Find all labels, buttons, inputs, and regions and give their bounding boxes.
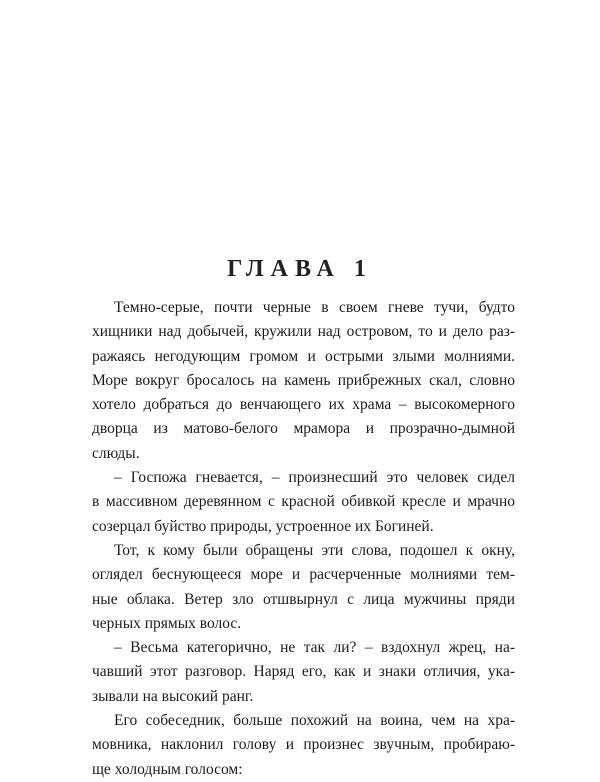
text-line: оглядел беснующееся море и расчерченные молниями тем- <box>92 566 515 584</box>
text-line: чавший этот разговор. Наряд его, как и знаки отличия, ука- <box>92 663 515 681</box>
text-line: Темно-серые, почти черные в своем гневе тучи, будто <box>114 299 515 316</box>
text-line: ные облака. Ветер зло отшвырнул с лица мужчины пряди <box>92 590 515 608</box>
text-line: слюды. <box>92 444 140 462</box>
text-line: мовника, наклонил голову и произнес звучным, пробираю- <box>92 736 515 754</box>
text-line: Его собеседник, больше похожий на воина, чем на хра- <box>114 712 515 730</box>
text-line: хищники над добычей, кружили над островом, то и дело раз- <box>92 323 515 341</box>
paragraph <box>92 709 515 782</box>
text-line: хотело добраться до венчающего их храма – высокомерного <box>92 396 515 414</box>
paragraph <box>92 296 515 466</box>
chapter-title: ГЛАВА 1 <box>227 256 373 282</box>
text-line: черных прямых волос. <box>92 614 242 632</box>
text-line: – Весьма категорично, не так ли? – вздохнул жрец, на- <box>114 639 515 657</box>
text-line: ражаясь негодующим громом и острыми злыми молниями. <box>92 347 515 365</box>
paragraph <box>92 466 515 539</box>
text-line: Море вокруг бросалось на камень прибрежных скал, словно <box>92 371 515 389</box>
text-line: Тот, к кому были обращены эти слова, подошел к окну, <box>114 541 515 559</box>
text-line: в массивном деревянном с красной обивкой кресле и мрачно <box>92 493 515 511</box>
text-line: зывали на высокий ранг. <box>92 687 254 705</box>
paragraph <box>92 539 515 636</box>
text-line: – Госпожа гневается, – произнесший это человек сидел <box>114 469 515 487</box>
text-line: дворца из матово-белого мрамора и прозрачно-дымной <box>92 420 515 438</box>
text-line: ще холодным голосом: <box>92 760 243 778</box>
chapter-body <box>92 296 515 782</box>
text-line: созерцал буйство природы, устроенное их Богиней. <box>92 517 434 535</box>
paragraph <box>92 636 515 709</box>
